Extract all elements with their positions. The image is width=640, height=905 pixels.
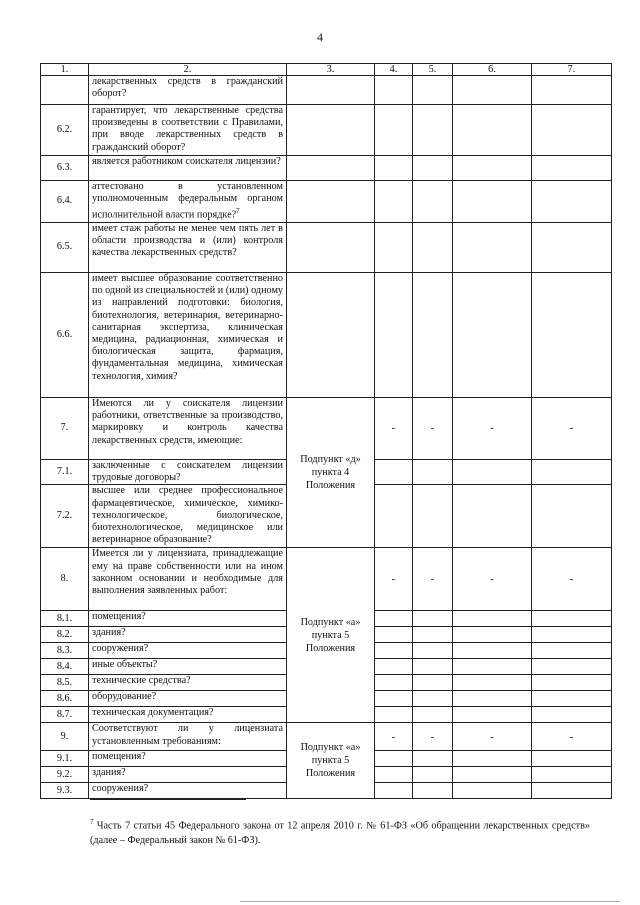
row-text: оборудование? bbox=[89, 691, 287, 707]
row-text bbox=[89, 181, 287, 223]
answer-cell bbox=[375, 643, 413, 659]
footnote-marker: 7 bbox=[90, 818, 94, 826]
answer-cell bbox=[375, 156, 413, 181]
row-text: лекарственных средств в гражданский оборот? bbox=[89, 76, 287, 105]
answer-cell bbox=[453, 707, 532, 723]
answer-cell bbox=[375, 659, 413, 675]
answer-cell bbox=[532, 707, 612, 723]
row-number: 6.2. bbox=[41, 105, 89, 156]
answer-cell bbox=[413, 611, 453, 627]
answer-cell bbox=[532, 691, 612, 707]
row-text: технические средства? bbox=[89, 675, 287, 691]
answer-cell bbox=[375, 460, 413, 485]
column-header: 7. bbox=[532, 64, 612, 76]
column-header: 6. bbox=[453, 64, 532, 76]
dash-mark: - bbox=[453, 548, 532, 611]
footnote bbox=[90, 815, 590, 848]
answer-cell bbox=[375, 181, 413, 223]
answer-cell bbox=[413, 156, 453, 181]
answer-cell bbox=[375, 105, 413, 156]
answer-cell bbox=[375, 273, 413, 398]
row-text: имеет высшее образование соответственно по одной из специальностей и (или) одному из направлений подготовки: биология, биотехнология, ветеринария, ветеринарно-санитарная экспертиза, клиническая медицина, радиационная, химическая и биологическая защита, фармация, фундаментальная медицина, химическая технология, химия? bbox=[89, 273, 287, 398]
answer-cell bbox=[453, 691, 532, 707]
answer-cell bbox=[532, 223, 612, 273]
answer-cell bbox=[413, 767, 453, 783]
row-text: сооружения? bbox=[89, 783, 287, 799]
answer-cell bbox=[532, 156, 612, 181]
row-number: 8.6. bbox=[41, 691, 89, 707]
answer-cell bbox=[375, 783, 413, 799]
ref-cell bbox=[287, 273, 375, 398]
answer-cell bbox=[413, 675, 453, 691]
answer-cell bbox=[532, 643, 612, 659]
dash-mark: - bbox=[375, 723, 413, 751]
row-text: здания? bbox=[89, 767, 287, 783]
dash-mark: - bbox=[532, 548, 612, 611]
row-text: Имеются ли у соискателя лицензии работники, ответственные за производство, маркировку и контроль качества лекарственных средств, имеющие: bbox=[89, 398, 287, 460]
answer-cell bbox=[453, 767, 532, 783]
row-number: 6.4. bbox=[41, 181, 89, 223]
answer-cell bbox=[413, 659, 453, 675]
dash-mark: - bbox=[413, 723, 453, 751]
answer-cell bbox=[453, 223, 532, 273]
answer-cell bbox=[413, 783, 453, 799]
answer-cell bbox=[413, 181, 453, 223]
column-header: 5. bbox=[413, 64, 453, 76]
answer-cell bbox=[532, 783, 612, 799]
answer-cell bbox=[375, 675, 413, 691]
answer-cell bbox=[453, 156, 532, 181]
ref-cell bbox=[287, 105, 375, 156]
answer-cell bbox=[413, 223, 453, 273]
row-number: 8.1. bbox=[41, 611, 89, 627]
page-number: 4 bbox=[317, 30, 323, 44]
table-row bbox=[41, 398, 612, 460]
answer-cell bbox=[453, 659, 532, 675]
row-number bbox=[41, 76, 89, 105]
answer-cell bbox=[453, 485, 532, 548]
answer-cell bbox=[532, 76, 612, 105]
table-header-row bbox=[41, 64, 612, 76]
column-header: 1. bbox=[41, 64, 89, 76]
row-text: здания? bbox=[89, 627, 287, 643]
row-number: 8. bbox=[41, 548, 89, 611]
answer-cell bbox=[413, 273, 453, 398]
answer-cell bbox=[413, 707, 453, 723]
row-number: 8.4. bbox=[41, 659, 89, 675]
answer-cell bbox=[532, 460, 612, 485]
answer-cell bbox=[375, 223, 413, 273]
row-text: помещения? bbox=[89, 611, 287, 627]
answer-cell bbox=[375, 76, 413, 105]
answer-cell bbox=[532, 767, 612, 783]
answer-cell bbox=[375, 627, 413, 643]
row-text: техническая документация? bbox=[89, 707, 287, 723]
answer-cell bbox=[413, 485, 453, 548]
answer-cell bbox=[532, 273, 612, 398]
table-row bbox=[41, 181, 612, 223]
table-row bbox=[41, 273, 612, 398]
row-text: имеет стаж работы не менее чем пять лет в области производства и (или) контроля качества лекарственных средств? bbox=[89, 223, 287, 273]
column-header: 3. bbox=[287, 64, 375, 76]
row-text: является работником соискателя лицензии? bbox=[89, 156, 287, 181]
row-number: 8.3. bbox=[41, 643, 89, 659]
dash-mark: - bbox=[413, 548, 453, 611]
answer-cell bbox=[453, 751, 532, 767]
answer-cell bbox=[413, 76, 453, 105]
ref-cell bbox=[287, 181, 375, 223]
answer-cell bbox=[453, 675, 532, 691]
ref-cell bbox=[287, 156, 375, 181]
row-text: иные объекты? bbox=[89, 659, 287, 675]
row-number: 9.1. bbox=[41, 751, 89, 767]
legal-reference: Подпункт «а» пункта 5 Положения bbox=[287, 548, 375, 723]
answer-cell bbox=[532, 485, 612, 548]
table-row bbox=[41, 76, 612, 105]
ref-cell bbox=[287, 76, 375, 105]
answer-cell bbox=[453, 273, 532, 398]
table-row bbox=[41, 548, 612, 611]
answer-cell bbox=[453, 611, 532, 627]
answer-cell bbox=[532, 181, 612, 223]
column-header: 4. bbox=[375, 64, 413, 76]
answer-cell bbox=[532, 627, 612, 643]
row-number: 7. bbox=[41, 398, 89, 460]
answer-cell bbox=[413, 691, 453, 707]
answer-cell bbox=[453, 76, 532, 105]
answer-cell bbox=[453, 783, 532, 799]
dash-mark: - bbox=[375, 548, 413, 611]
dash-mark: - bbox=[375, 398, 413, 460]
dash-mark: - bbox=[532, 723, 612, 751]
row-number: 7.1. bbox=[41, 460, 89, 485]
table-row bbox=[41, 723, 612, 751]
answer-cell bbox=[375, 611, 413, 627]
answer-cell bbox=[413, 627, 453, 643]
table-row bbox=[41, 105, 612, 156]
page-bottom-edge bbox=[240, 901, 620, 902]
footnote-text: Часть 7 статьи 45 Федерального закона от 12 апреля 2010 г. № 61-ФЗ «Об обращении лекарственных средств» (далее – Федеральный закон № 61-ФЗ). bbox=[90, 820, 590, 847]
row-number: 6.6. bbox=[41, 273, 89, 398]
answer-cell bbox=[375, 485, 413, 548]
row-text: помещения? bbox=[89, 751, 287, 767]
answer-cell bbox=[532, 675, 612, 691]
row-text: заключенные с соискателем лицензии трудовые договоры? bbox=[89, 460, 287, 485]
row-number: 8.2. bbox=[41, 627, 89, 643]
ref-cell bbox=[287, 223, 375, 273]
answer-cell bbox=[453, 627, 532, 643]
dash-mark: - bbox=[453, 723, 532, 751]
table-row bbox=[41, 156, 612, 181]
answer-cell bbox=[453, 643, 532, 659]
answer-cell bbox=[532, 751, 612, 767]
legal-reference: Подпункт «д» пункта 4 Положения bbox=[287, 398, 375, 548]
row-number: 8.7. bbox=[41, 707, 89, 723]
footnote-ref: 7 bbox=[236, 207, 240, 216]
row-number: 9.3. bbox=[41, 783, 89, 799]
answer-cell bbox=[453, 460, 532, 485]
answer-cell bbox=[453, 181, 532, 223]
row-text: сооружения? bbox=[89, 643, 287, 659]
answer-cell bbox=[413, 751, 453, 767]
answer-cell bbox=[532, 659, 612, 675]
checklist-table bbox=[40, 63, 612, 799]
answer-cell bbox=[413, 105, 453, 156]
footnote-separator bbox=[90, 799, 246, 800]
answer-cell bbox=[532, 611, 612, 627]
answer-cell bbox=[413, 643, 453, 659]
answer-cell bbox=[453, 105, 532, 156]
row-number: 8.5. bbox=[41, 675, 89, 691]
answer-cell bbox=[413, 460, 453, 485]
row-number: 9. bbox=[41, 723, 89, 751]
answer-cell bbox=[532, 105, 612, 156]
dash-mark: - bbox=[532, 398, 612, 460]
answer-cell bbox=[375, 751, 413, 767]
dash-mark: - bbox=[413, 398, 453, 460]
answer-cell bbox=[375, 707, 413, 723]
row-text: Соответствуют ли у лицензиата установленным требованиям: bbox=[89, 723, 287, 751]
legal-reference: Подпункт «а» пункта 5 Положения bbox=[287, 723, 375, 799]
dash-mark: - bbox=[453, 398, 532, 460]
answer-cell bbox=[375, 691, 413, 707]
row-number: 9.2. bbox=[41, 767, 89, 783]
row-number: 6.5. bbox=[41, 223, 89, 273]
row-text: Имеется ли у лицензиата, принадлежащие ему на праве собственности или на ином законном основании и необходимые для выполнения заявленных работ: bbox=[89, 548, 287, 611]
row-text: гарантирует, что лекарственные средства произведены в соответствии с Правилами, при вводе лекарственных средств в гражданский оборот? bbox=[89, 105, 287, 156]
row-number: 6.3. bbox=[41, 156, 89, 181]
row-text-body: аттестовано в установленном уполномоченным федеральным органом исполнительной власти порядке? bbox=[92, 181, 283, 221]
row-number: 7.2. bbox=[41, 485, 89, 548]
table-row bbox=[41, 223, 612, 273]
answer-cell bbox=[375, 767, 413, 783]
row-text: высшее или среднее профессиональное фармацевтическое, химическое, химико-технологическое, биологическое, биотехнологическое, медицинское или ветеринарное образование? bbox=[89, 485, 287, 548]
column-header: 2. bbox=[89, 64, 287, 76]
